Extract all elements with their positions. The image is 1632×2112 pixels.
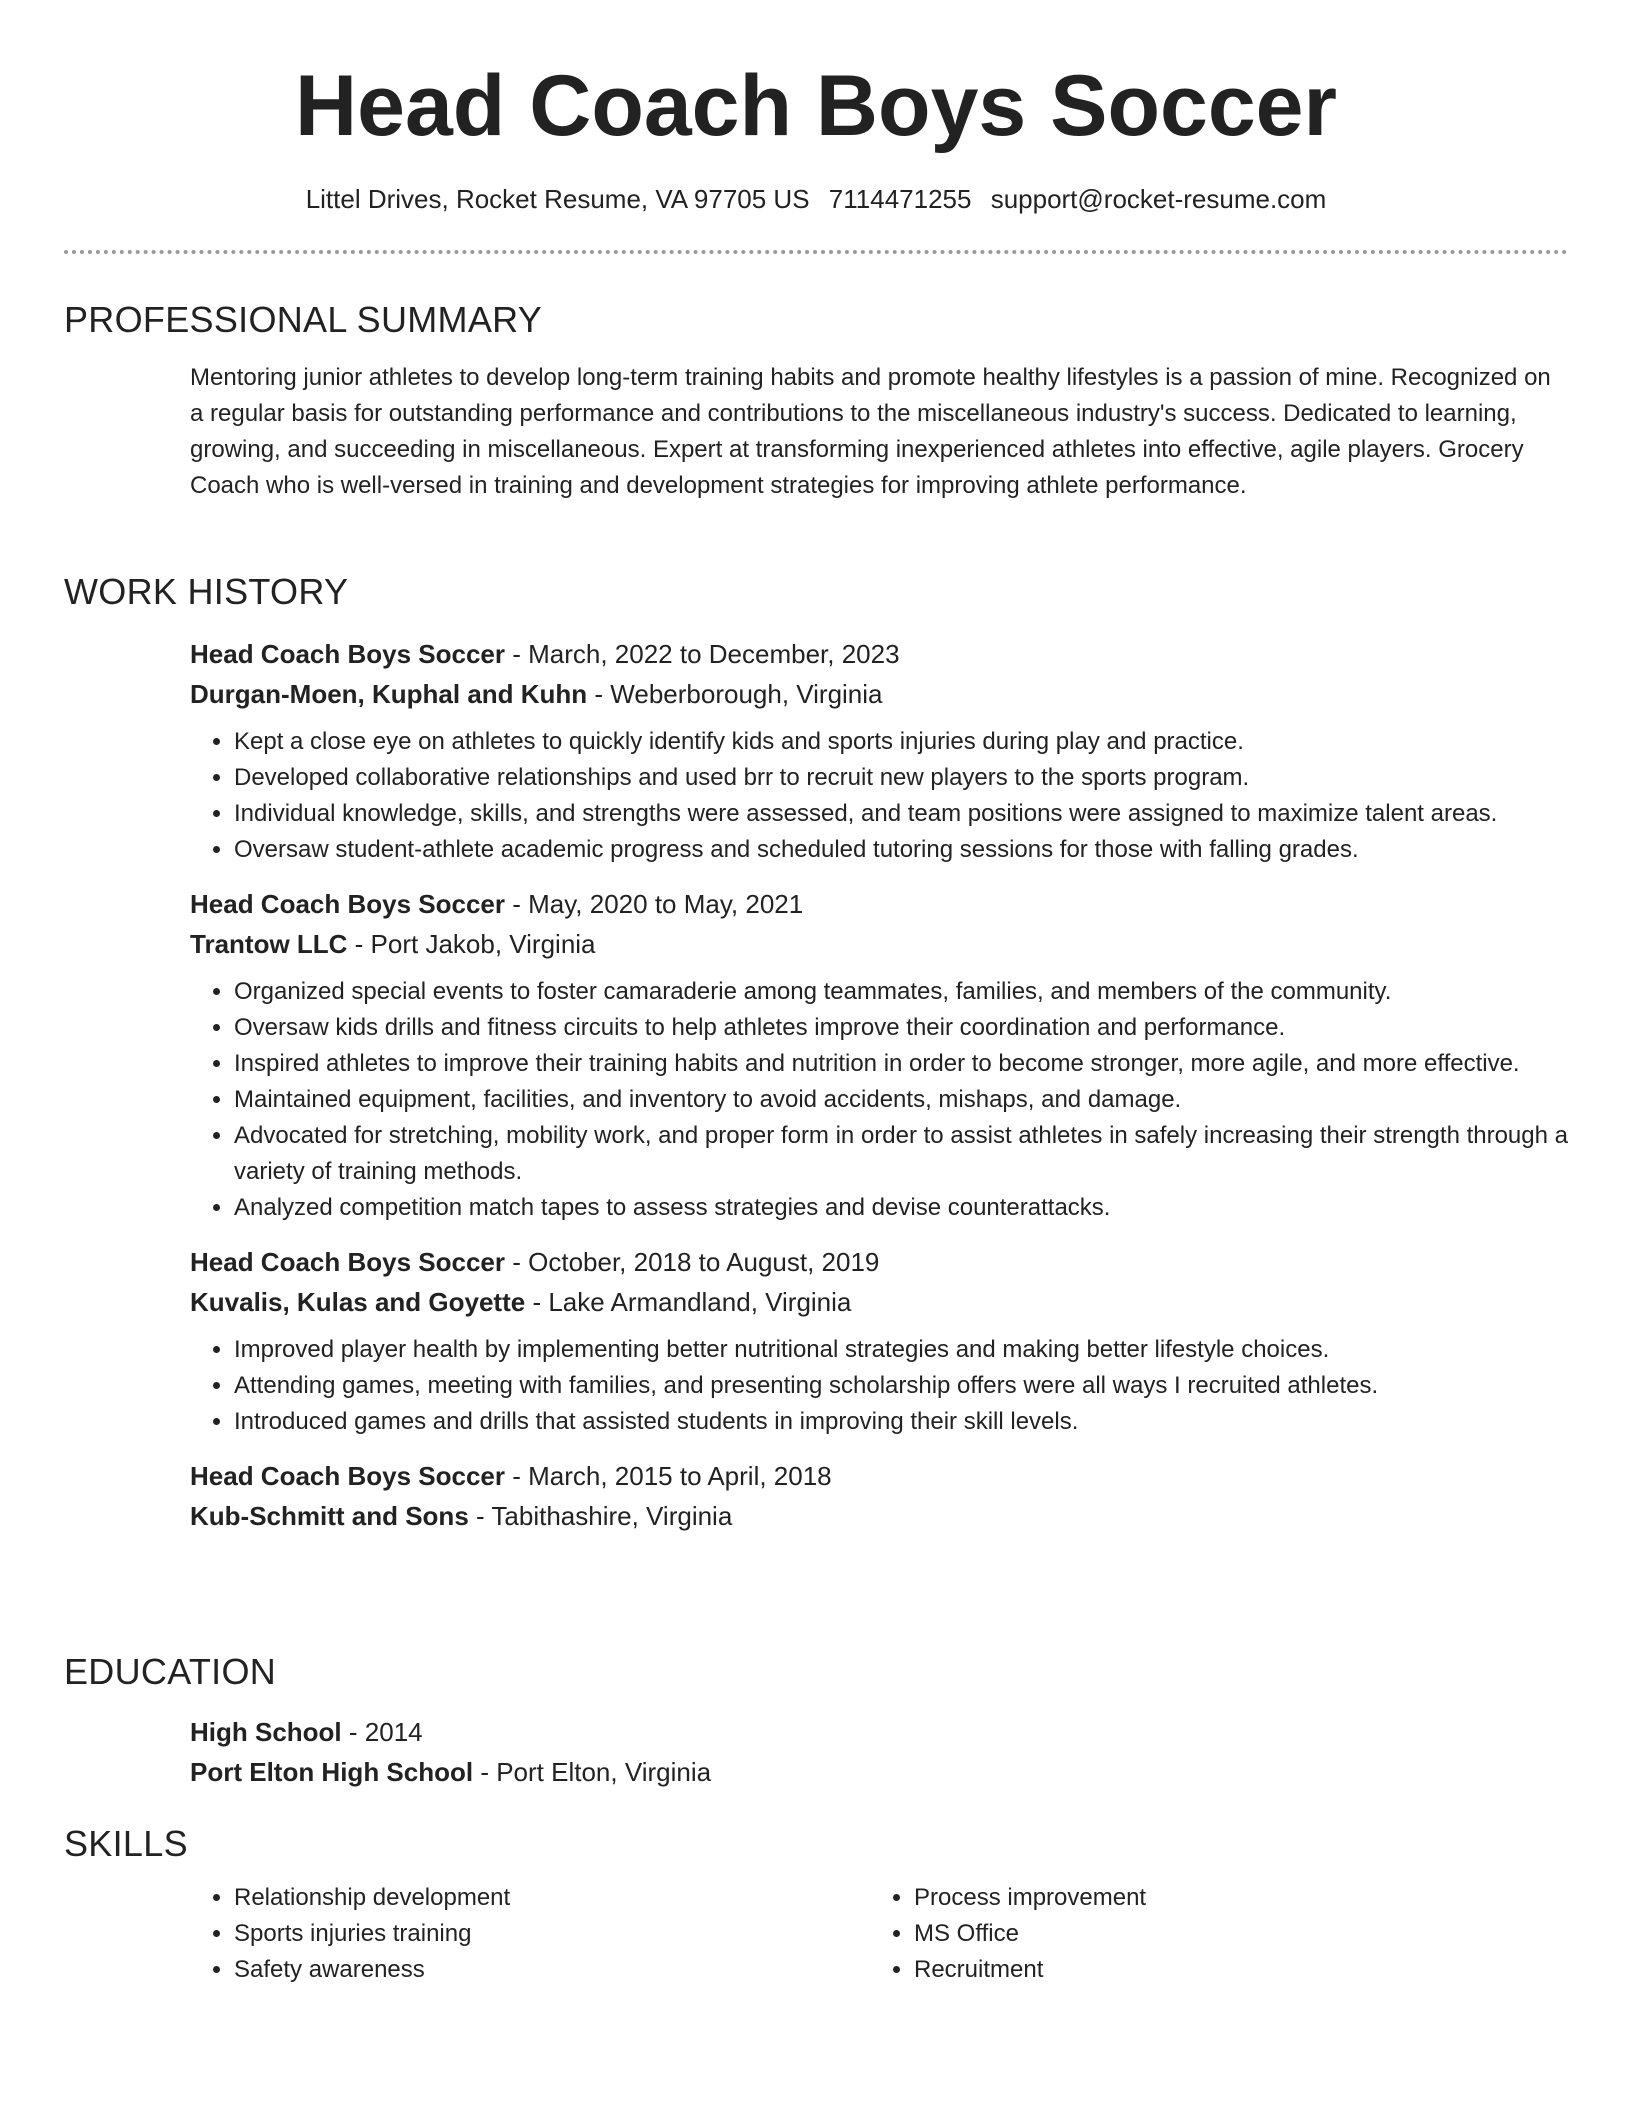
job-location: - Tabithashire, Virginia xyxy=(468,1501,733,1531)
contact-address: Littel Drives, Rocket Resume, VA 97705 US xyxy=(305,184,810,214)
job-role: Head Coach Boys Soccer xyxy=(190,1247,506,1277)
job-dates: - October, 2018 to August, 2019 xyxy=(505,1247,880,1277)
work-history-title: WORK HISTORY xyxy=(64,571,349,612)
job-bullet: • Oversaw kids drills and fitness circuits to help athletes improve their coordination and performance. xyxy=(234,1010,1568,1046)
job-location: - Lake Armandland, Virginia xyxy=(525,1287,852,1317)
job-bullets xyxy=(190,1332,1568,1440)
education-school-line xyxy=(190,1752,1568,1792)
job-bullet: • Organized special events to foster camaraderie among teammates, families, and members of the community. xyxy=(234,974,1568,1010)
contact-line xyxy=(0,182,1632,216)
education-degree: High School xyxy=(190,1717,342,1747)
summary-body xyxy=(190,342,1568,504)
job-bullet: • Improved player health by implementing better nutritional strategies and making better lifestyle choices. xyxy=(234,1332,1568,1368)
skills-column-left xyxy=(190,1880,870,1988)
job-bullet: • Attending games, meeting with families, and presenting scholarship offers were all ways I recruited athletes. xyxy=(234,1368,1568,1404)
job-dates: - March, 2015 to April, 2018 xyxy=(505,1461,832,1491)
resume-header xyxy=(0,0,1632,216)
education-school: Port Elton High School xyxy=(190,1757,474,1787)
skills-grid xyxy=(190,1866,1568,1988)
skills-list-left xyxy=(190,1880,870,1988)
job-dates: - March, 2022 to December, 2023 xyxy=(505,639,900,669)
job-company-line xyxy=(190,674,1568,714)
job-company: Kuvalis, Kulas and Goyette xyxy=(190,1287,526,1317)
skills-column-right xyxy=(870,1880,1550,1988)
job-bullet: • Introduced games and drills that assisted students in improving their skill levels. xyxy=(234,1404,1568,1440)
job-company-line xyxy=(190,1282,1568,1322)
skill-item: • Safety awareness xyxy=(234,1952,870,1988)
education-year: - 2014 xyxy=(341,1717,423,1747)
education-location: - Port Elton, Virginia xyxy=(473,1757,712,1787)
job-bullet: • Analyzed competition match tapes to assess strategies and devise counterattacks. xyxy=(234,1190,1568,1226)
skill-item: • Sports injuries training xyxy=(234,1916,870,1952)
job-entry xyxy=(190,614,1568,868)
work-history-body xyxy=(190,614,1568,1536)
job-bullet: • Kept a close eye on athletes to quickly identify kids and sports injuries during play and practice. xyxy=(234,724,1568,760)
skills-body xyxy=(190,1866,1568,1988)
skill-item: • Process improvement xyxy=(914,1880,1550,1916)
skills-title: SKILLS xyxy=(64,1823,188,1864)
summary-text: Mentoring junior athletes to develop long-term training habits and promote healthy lifestyles is a passion of mine. Recognized on a regular basis for outstanding performance and contributions to the miscellaneous industry's success. Dedicated to learning, growing, and succeeding in miscellaneous. Expert at transforming inexperienced athletes into effective, agile players. Grocery Coach who is well-versed in training and development strategies for improving athlete performance. xyxy=(190,364,1551,499)
job-bullet: • Maintained equipment, facilities, and inventory to avoid accidents, mishaps, and damage. xyxy=(234,1082,1568,1118)
job-role-line xyxy=(190,634,1568,674)
work-history-section xyxy=(64,570,1568,1536)
education-section xyxy=(64,1650,1568,1792)
job-role-line xyxy=(190,884,1568,924)
contact-email: support@rocket-resume.com xyxy=(990,184,1327,214)
job-bullet: • Advocated for stretching, mobility work, and proper form in order to assist athletes in safely increasing their strength through a variety of training methods. xyxy=(234,1118,1568,1190)
skill-item: • MS Office xyxy=(914,1916,1550,1952)
summary-section xyxy=(64,298,1568,504)
education-body xyxy=(190,1694,1568,1792)
job-company: Trantow LLC xyxy=(190,929,348,959)
job-bullet: • Inspired athletes to improve their training habits and nutrition in order to become stronger, more agile, and more effective. xyxy=(234,1046,1568,1082)
job-entry xyxy=(190,1226,1568,1440)
summary-title: PROFESSIONAL SUMMARY xyxy=(64,299,543,340)
job-role-line xyxy=(190,1456,1568,1496)
job-entry xyxy=(190,1440,1568,1536)
skills-section xyxy=(64,1822,1568,1988)
job-entry xyxy=(190,868,1568,1226)
candidate-name: Head Coach Boys Soccer xyxy=(295,58,1337,154)
job-bullet: • Developed collaborative relationships and used brr to recruit new players to the sports program. xyxy=(234,760,1568,796)
job-company-line xyxy=(190,924,1568,964)
job-bullet: • Oversaw student-athlete academic progress and scheduled tutoring sessions for those with falling grades. xyxy=(234,832,1568,868)
education-degree-line xyxy=(190,1712,1568,1752)
job-bullet: • Individual knowledge, skills, and strengths were assessed, and team positions were assigned to maximize talent areas. xyxy=(234,796,1568,832)
job-company: Kub-Schmitt and Sons xyxy=(190,1501,469,1531)
job-location: - Port Jakob, Virginia xyxy=(347,929,596,959)
skill-item: • Recruitment xyxy=(914,1952,1550,1988)
job-location: - Weberborough, Virginia xyxy=(587,679,883,709)
job-role-line xyxy=(190,1242,1568,1282)
header-divider xyxy=(64,250,1568,254)
job-role: Head Coach Boys Soccer xyxy=(190,1461,506,1491)
education-title: EDUCATION xyxy=(64,1651,277,1692)
job-company: Durgan-Moen, Kuphal and Kuhn xyxy=(190,679,588,709)
contact-phone: 7114471255 xyxy=(828,184,972,214)
job-company-line xyxy=(190,1496,1568,1536)
skill-item: • Relationship development xyxy=(234,1880,870,1916)
job-bullets xyxy=(190,974,1568,1226)
job-role: Head Coach Boys Soccer xyxy=(190,889,506,919)
skills-list-right xyxy=(870,1880,1550,1988)
job-bullets xyxy=(190,724,1568,868)
job-role: Head Coach Boys Soccer xyxy=(190,639,506,669)
job-dates: - May, 2020 to May, 2021 xyxy=(505,889,804,919)
